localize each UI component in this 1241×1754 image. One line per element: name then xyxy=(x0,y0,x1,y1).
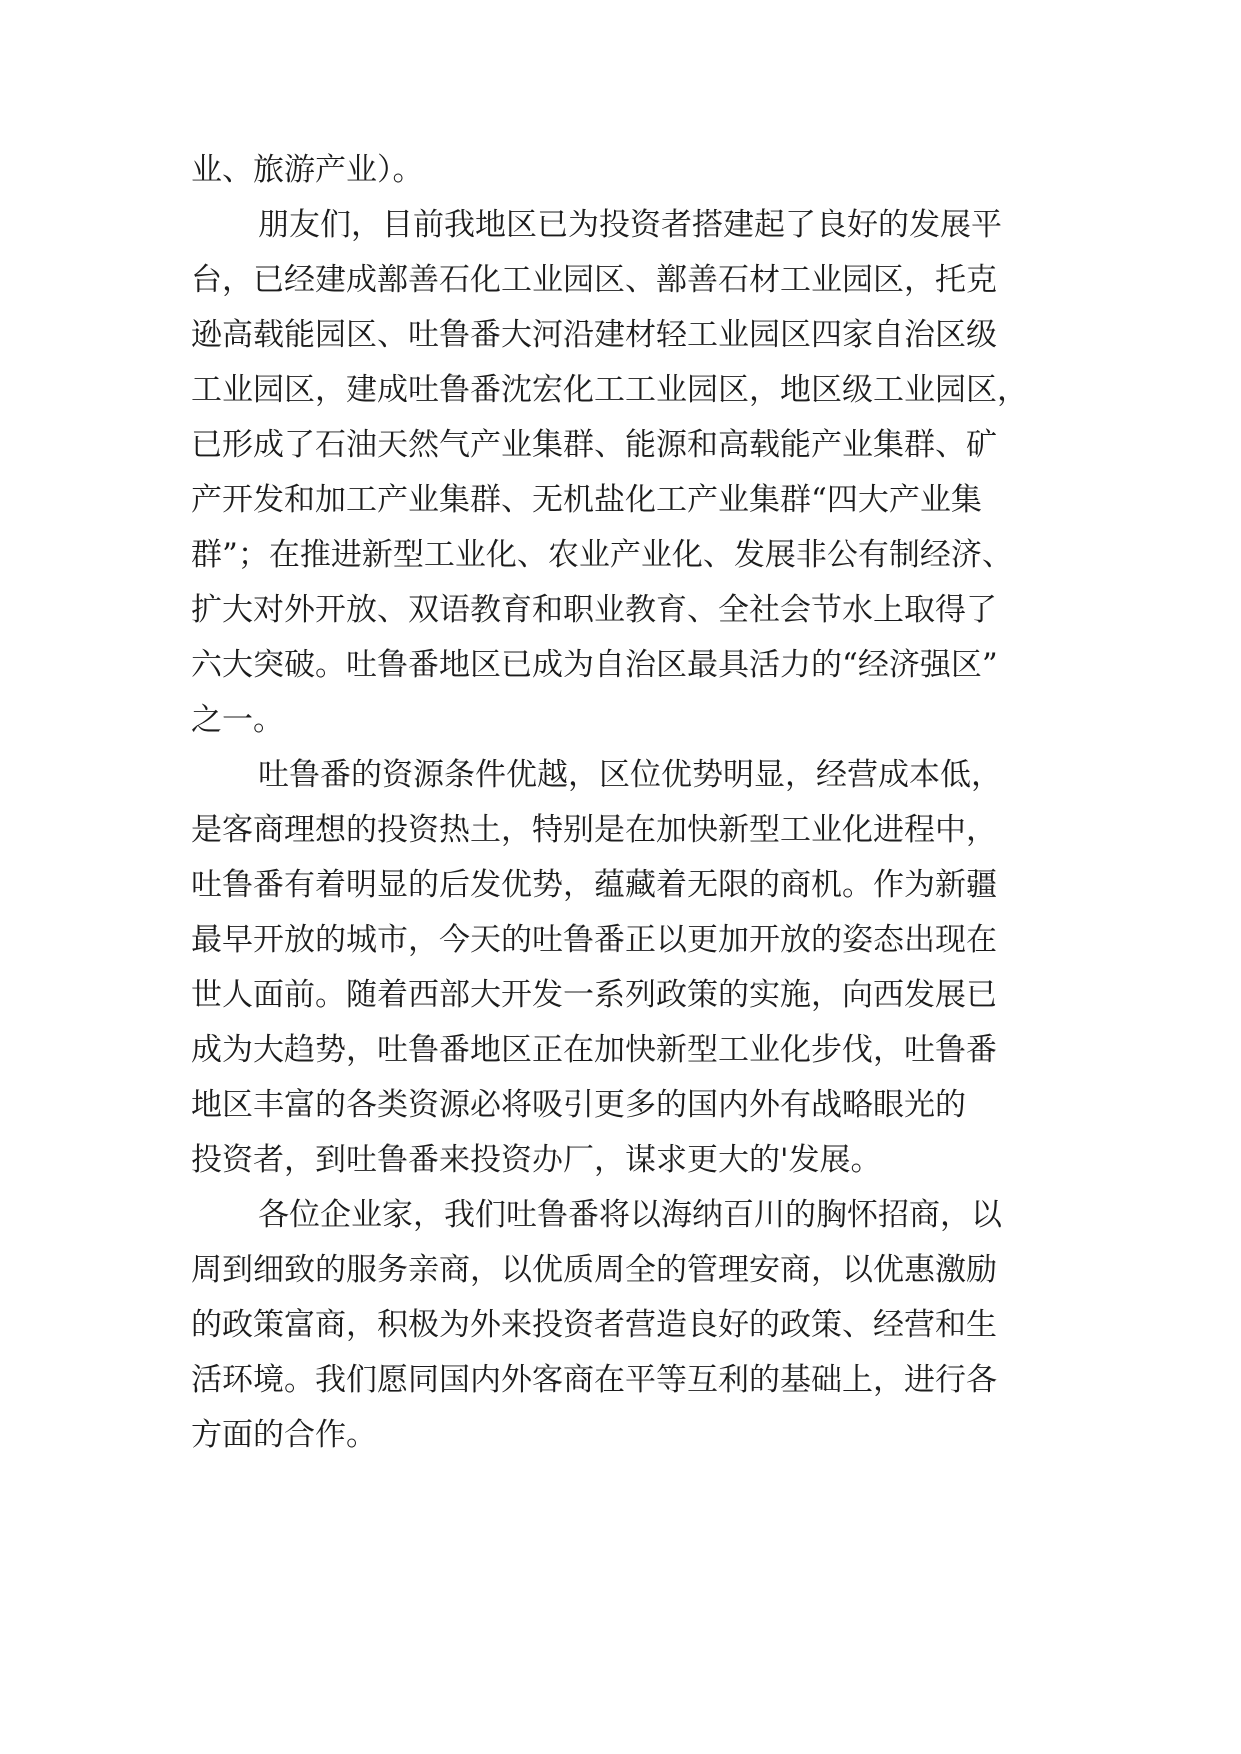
paragraph-line: 工业园区，建成吐鲁番沈宏化工工业园区，地区级工业园区， xyxy=(191,372,1028,408)
paragraph-line: 各位企业家，我们吐鲁番将以海纳百川的胸怀招商，以 xyxy=(258,1197,1002,1233)
paragraph-line: 逊高载能园区、吐鲁番大河沿建材轻工业园区四家自治区级 xyxy=(191,317,997,353)
paragraph-line: 最早开放的城市，今天的吐鲁番正以更加开放的姿态出现在 xyxy=(191,922,997,958)
paragraph-line: 朋友们，目前我地区已为投资者搭建起了良好的发展平 xyxy=(258,207,1002,243)
paragraph-line: 六大突破。吐鲁番地区已成为自治区最具活力的“经济强区” xyxy=(191,647,998,683)
paragraph-line: 活环境。我们愿同国内外客商在平等互利的基础上，进行各 xyxy=(191,1362,997,1398)
paragraph-line: 产开发和加工产业集群、无机盐化工产业集群“四大产业集 xyxy=(191,482,982,518)
paragraph-line: 台，已经建成鄯善石化工业园区、鄯善石材工业园区，托克 xyxy=(191,262,997,298)
paragraph-line: 之一。 xyxy=(191,702,284,738)
paragraph-line: 周到细致的服务亲商，以优质周全的管理安商，以优惠激励 xyxy=(191,1252,997,1288)
paragraph-line: 地区丰富的各类资源必将吸引更多的国内外有战略眼光的 xyxy=(191,1087,966,1123)
paragraph-line: 已形成了石油天然气产业集群、能源和高载能产业集群、矿 xyxy=(191,427,997,463)
paragraph-line: 扩大对外开放、双语教育和职业教育、全社会节水上取得了 xyxy=(191,592,997,628)
paragraph-line: 是客商理想的投资热土，特别是在加快新型工业化进程中， xyxy=(191,812,997,848)
paragraph-line: 方面的合作。 xyxy=(191,1417,377,1453)
paragraph-line: 的政策富商，积极为外来投资者营造良好的政策、经营和生 xyxy=(191,1307,997,1343)
paragraph-line: 业、旅游产业）。 xyxy=(191,152,424,188)
paragraph-line: 世人面前。随着西部大开发一系列政策的实施，向西发展已 xyxy=(191,977,997,1013)
paragraph-line: 吐鲁番的资源条件优越，区位优势明显，经营成本低， xyxy=(258,757,1002,793)
paragraph-line: 投资者，到吐鲁番来投资办厂，谋求更大的'发展。 xyxy=(191,1142,882,1178)
paragraph-line: 成为大趋势，吐鲁番地区正在加快新型工业化步伐，吐鲁番 xyxy=(191,1032,997,1068)
paragraph-line: 群”；在推进新型工业化、农业产业化、发展非公有制经济、 xyxy=(191,537,1013,573)
paragraph-line: 吐鲁番有着明显的后发优势，蕴藏着无限的商机。作为新疆 xyxy=(191,867,997,903)
